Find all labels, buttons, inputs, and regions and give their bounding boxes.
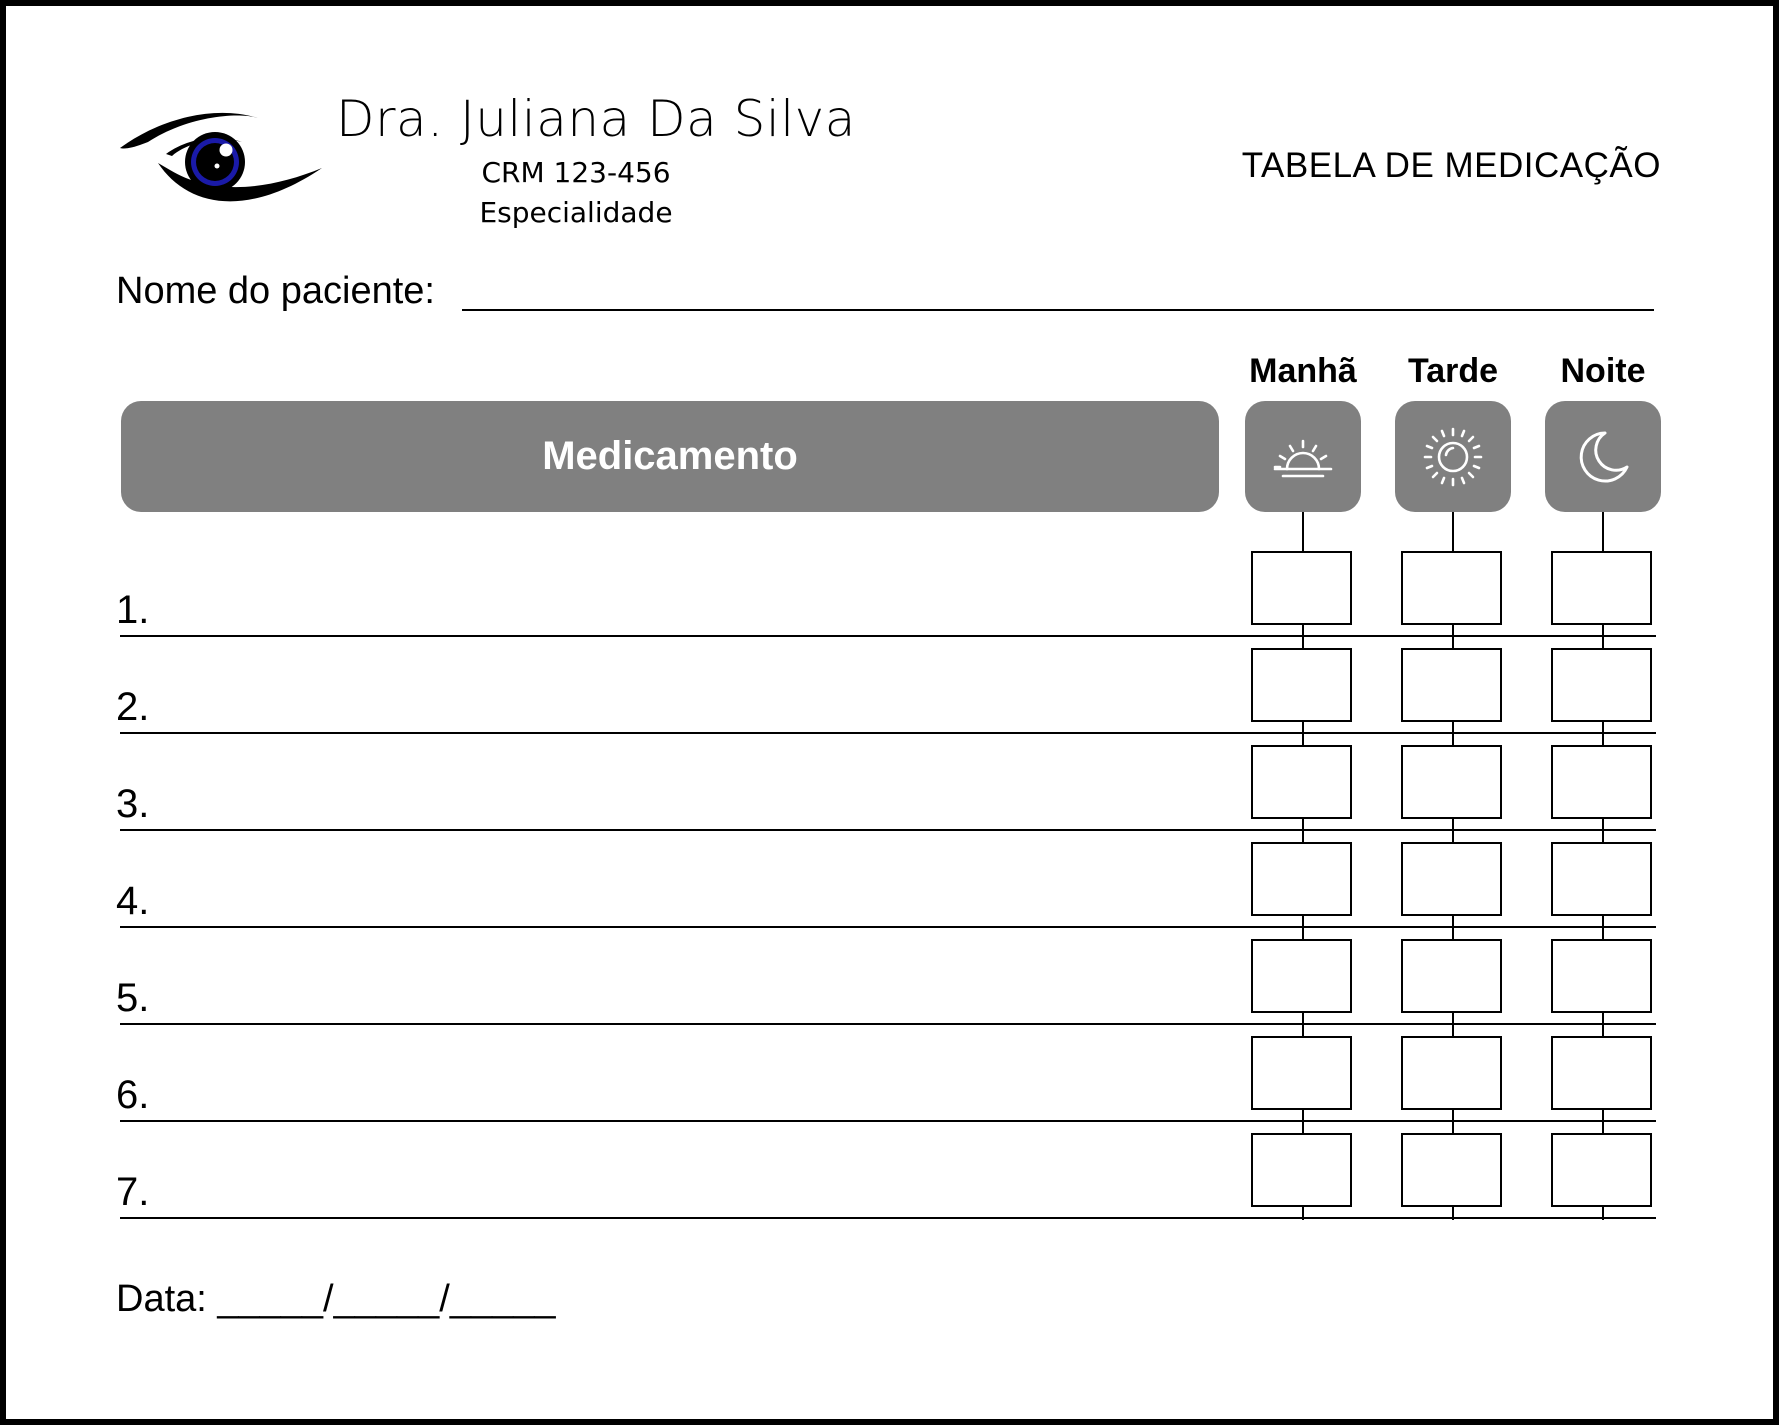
checkbox-row2-morning[interactable]: [1251, 648, 1352, 722]
row-number: 5.: [116, 976, 150, 1020]
sun-icon: [1421, 425, 1485, 489]
checkbox-row3-night[interactable]: [1551, 745, 1652, 819]
checkbox-row3-afternoon[interactable]: [1401, 745, 1502, 819]
afternoon-icon-box: [1395, 401, 1511, 512]
patient-name-label: Nome do paciente:: [116, 270, 435, 312]
checkbox-row7-morning[interactable]: [1251, 1133, 1352, 1207]
checkbox-row7-night[interactable]: [1551, 1133, 1652, 1207]
checkbox-row4-morning[interactable]: [1251, 842, 1352, 916]
crm-number: CRM 123-456: [481, 156, 671, 189]
row-number: 7.: [116, 1170, 150, 1214]
row-number: 3.: [116, 782, 150, 826]
row-line: [120, 1217, 1656, 1219]
checkbox-row5-night[interactable]: [1551, 939, 1652, 1013]
patient-name-field[interactable]: [462, 309, 1654, 311]
checkbox-row4-night[interactable]: [1551, 842, 1652, 916]
column-label-afternoon: Tarde: [1407, 352, 1499, 390]
checkbox-row6-afternoon[interactable]: [1401, 1036, 1502, 1110]
checkbox-row1-morning[interactable]: [1251, 551, 1352, 625]
checkbox-row2-night[interactable]: [1551, 648, 1652, 722]
document-title: TABELA DE MEDICAÇÃO: [1241, 146, 1661, 185]
row-number: 4.: [116, 879, 150, 923]
date-field[interactable]: Data: _____/_____/_____: [116, 1278, 556, 1320]
row-number: 6.: [116, 1073, 150, 1117]
medication-header: [121, 401, 1219, 512]
row-number: 1.: [116, 588, 150, 632]
checkbox-row7-afternoon[interactable]: [1401, 1133, 1502, 1207]
checkbox-row5-afternoon[interactable]: [1401, 939, 1502, 1013]
checkbox-row6-morning[interactable]: [1251, 1036, 1352, 1110]
moon-icon: [1571, 425, 1635, 489]
checkbox-row6-night[interactable]: [1551, 1036, 1652, 1110]
row-number: 2.: [116, 685, 150, 729]
checkbox-row3-morning[interactable]: [1251, 745, 1352, 819]
checkbox-row1-night[interactable]: [1551, 551, 1652, 625]
specialty: Especialidade: [479, 196, 673, 229]
sunrise-icon: [1271, 425, 1335, 489]
column-label-night: Noite: [1560, 352, 1646, 390]
doctor-name: Dra. Juliana Da Silva: [336, 90, 856, 148]
checkbox-row4-afternoon[interactable]: [1401, 842, 1502, 916]
checkbox-row5-morning[interactable]: [1251, 939, 1352, 1013]
morning-icon-box: [1245, 401, 1361, 512]
eye-logo-icon: [118, 108, 324, 222]
night-icon-box: [1545, 401, 1661, 512]
medication-header-label: Medicamento: [542, 434, 798, 478]
checkbox-row2-afternoon[interactable]: [1401, 648, 1502, 722]
checkbox-row1-afternoon[interactable]: [1401, 551, 1502, 625]
column-label-morning: Manhã: [1249, 352, 1357, 390]
